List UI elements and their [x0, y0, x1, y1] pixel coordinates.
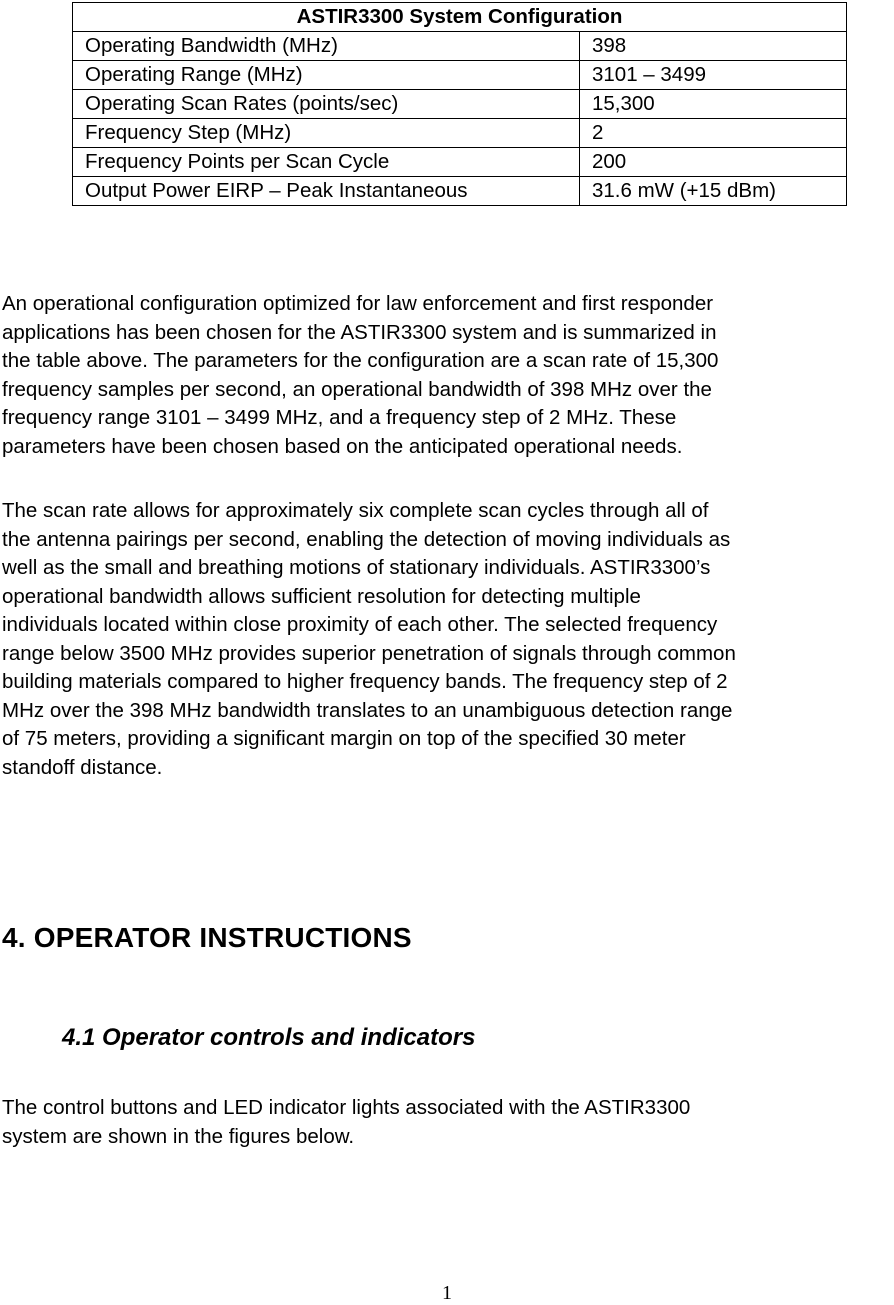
row-value: 398	[580, 32, 847, 61]
row-label: Operating Range (MHz)	[73, 61, 580, 90]
row-label: Operating Scan Rates (points/sec)	[73, 90, 580, 119]
controls-paragraph: The control buttons and LED indicator lights associated with the ASTIR3300 system are shown in the figures below.	[2, 1096, 691, 1148]
subsection-heading: 4.1 Operator controls and indicators	[62, 1024, 476, 1051]
table-row	[73, 61, 847, 90]
section-heading: 4. OPERATOR INSTRUCTIONS	[2, 922, 412, 953]
row-value: 200	[580, 148, 847, 177]
table-row	[73, 119, 847, 148]
row-value: 2	[580, 119, 847, 148]
row-label: Output Power EIRP – Peak Instantaneous	[73, 177, 580, 206]
table-title: ASTIR3300 System Configuration	[73, 3, 847, 32]
row-value: 15,300	[580, 90, 847, 119]
row-value: 31.6 mW (+15 dBm)	[580, 177, 847, 206]
table-row	[73, 148, 847, 177]
table-row	[73, 90, 847, 119]
page-number: 1	[442, 1282, 452, 1304]
row-label: Frequency Points per Scan Cycle	[73, 148, 580, 177]
table-row	[73, 177, 847, 206]
scan-rate-paragraph: The scan rate allows for approximately six complete scan cycles through all of the antenna pairings per second, enabling the detection of moving individuals as well as the small and breathing motions of stationary individuals. ASTIR3300’s operational bandwidth allows sufficient resolution for detecting multiple individuals located within close proximity of each other. The selected frequency range below 3500 MHz provides superior penetration of signals through common building materials compared to higher frequency bands. The frequency step of 2 MHz over the 398 MHz bandwidth translates to an unambiguous detection range of 75 meters, providing a significant margin on top of the specified 30 meter standoff distance.	[2, 499, 736, 779]
row-label: Operating Bandwidth (MHz)	[73, 32, 580, 61]
table-header-row	[73, 3, 847, 32]
table-row	[73, 32, 847, 61]
row-value: 3101 – 3499	[580, 61, 847, 90]
system-configuration-table	[72, 2, 847, 206]
intro-paragraph: An operational configuration optimized for law enforcement and first responder applications has been chosen for the ASTIR3300 system and is summarized in the table above. The parameters for the configuration are a scan rate of 15,300 frequency samples per second, an operational bandwidth of 398 MHz over the frequency range 3101 – 3499 MHz, and a frequency step of 2 MHz. These parameters have been chosen based on the anticipated operational needs.	[2, 292, 719, 458]
row-label: Frequency Step (MHz)	[73, 119, 580, 148]
